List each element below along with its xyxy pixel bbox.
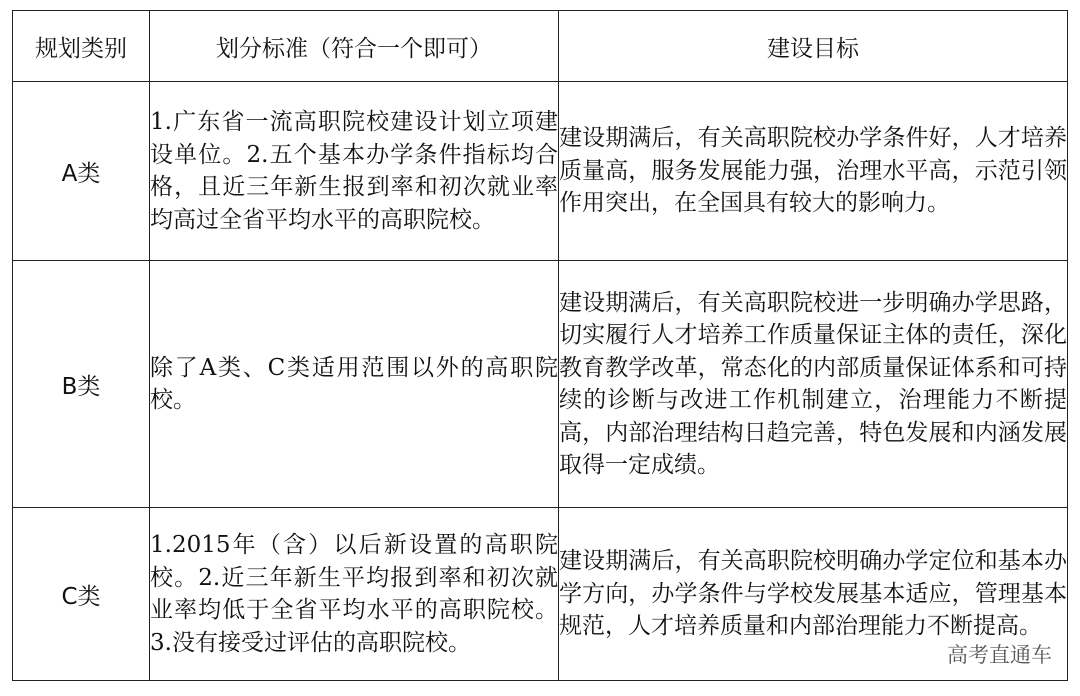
header-row — [13, 11, 1068, 82]
goal-cell: 建设期满后，有关高职院校明确办学定位和基本办学方向，办学条件与学校发展基本适应，管理基本规范，人才培养质量和内部治理能力不断提高。 — [559, 508, 1068, 681]
header-standard: 划分标准（符合一个即可） — [150, 11, 559, 82]
planning-table — [12, 10, 1068, 681]
table-row — [13, 261, 1068, 508]
header-category: 规划类别 — [13, 11, 150, 82]
standard-cell: 除了A类、C类适用范围以外的高职院校。 — [150, 261, 559, 508]
standard-cell: 1.2015年（含）以后新设置的高职院校。2.近三年新生平均报到率和初次就业率均低于全省平均水平的高职院校。3.没有接受过评估的高职院校。 — [150, 508, 559, 681]
goal-cell: 建设期满后，有关高职院校办学条件好，人才培养质量高，服务发展能力强，治理水平高，示范引领作用突出，在全国具有较大的影响力。 — [559, 82, 1068, 261]
table-row — [13, 82, 1068, 261]
goal-cell: 建设期满后，有关高职院校进一步明确办学思路，切实履行人才培养工作质量保证主体的责任，深化教育教学改革，常态化的内部质量保证体系和可持续的诊断与改进工作机制建立，治理能力不断提高，内部治理结构日趋完善，特色发展和内涵发展取得一定成绩。 — [559, 261, 1068, 508]
watermark: 高考直通车 — [945, 639, 1054, 669]
header-goal: 建设目标 — [559, 11, 1068, 82]
table-row — [13, 508, 1068, 681]
category-cell: A类 — [13, 82, 150, 261]
standard-cell: 1.广东省一流高职院校建设计划立项建设单位。2.五个基本办学条件指标均合格，且近三年新生报到率和初次就业率均高过全省平均水平的高职院校。 — [150, 82, 559, 261]
category-cell: B类 — [13, 261, 150, 508]
category-cell: C类 — [13, 508, 150, 681]
